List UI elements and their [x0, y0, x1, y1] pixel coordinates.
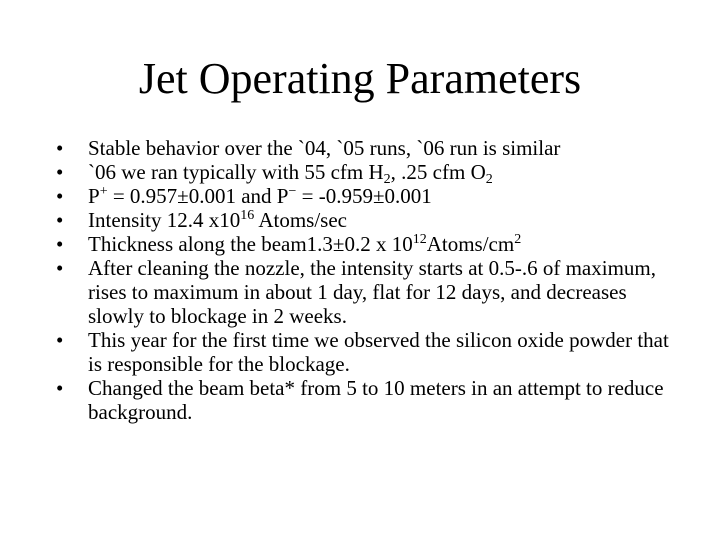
bullet-icon: •: [56, 208, 64, 232]
bullet-list: [56, 136, 676, 424]
bullet-stable-behavior: [56, 136, 676, 160]
bullet-text: [88, 184, 432, 208]
bullet-text: [88, 232, 521, 256]
text-run: Atoms/cm: [426, 232, 515, 256]
slide-title: Jet Operating Parameters: [138, 54, 582, 103]
bullet-icon: •: [56, 376, 64, 400]
text-run: P: [88, 184, 100, 208]
bullet-icon: •: [56, 136, 64, 160]
bullet-beam-beta: [56, 376, 676, 424]
bullet-thickness: [56, 232, 676, 256]
bullet-text: [88, 160, 493, 187]
bullet-icon: •: [56, 232, 64, 256]
bullet-icon: •: [56, 256, 64, 280]
text-run: = 0.957±0.001 and P: [107, 184, 289, 208]
superscript: 12: [412, 232, 427, 247]
superscript: −: [288, 184, 297, 199]
text-run: = -0.959±0.001: [296, 184, 432, 208]
bullet-text: This year for the first time we observed the silicon oxide powder that is responsible for the blockage.: [88, 328, 669, 376]
text-run: Atoms/sec: [254, 208, 347, 232]
bullet-nozzle-cleaning: [56, 256, 676, 328]
bullet-silicon-oxide: [56, 328, 676, 376]
superscript: 2: [514, 232, 522, 247]
bullet-text: Stable behavior over the `04, `05 runs, `06 run is similar: [88, 136, 561, 160]
superscript: 16: [240, 208, 255, 223]
text-run: `06 we ran typically with 55 cfm H: [88, 160, 384, 184]
bullet-icon: •: [56, 184, 64, 208]
subscript: 2: [383, 172, 391, 187]
text-run: Intensity 12.4 x10: [88, 208, 241, 232]
text-run: Thickness along the beam1.3±0.2 x 10: [88, 232, 413, 256]
bullet-text: Changed the beam beta* from 5 to 10 meters in an attempt to reduce background.: [88, 376, 664, 424]
subscript: 2: [485, 172, 493, 187]
bullet-text: After cleaning the nozzle, the intensity starts at 0.5-.6 of maximum, rises to maximum in about 1 day, flat for 12 days, and decreases slowly to blockage in 2 weeks.: [88, 256, 657, 328]
bullet-gas-flow: [56, 160, 676, 187]
bullet-text: [88, 208, 347, 232]
text-run: , .25 cfm O: [390, 160, 486, 184]
bullet-intensity: [56, 208, 676, 232]
bullet-polarization: [56, 184, 676, 208]
bullet-icon: •: [56, 160, 64, 184]
bullet-icon: •: [56, 328, 64, 352]
superscript: +: [99, 184, 108, 199]
